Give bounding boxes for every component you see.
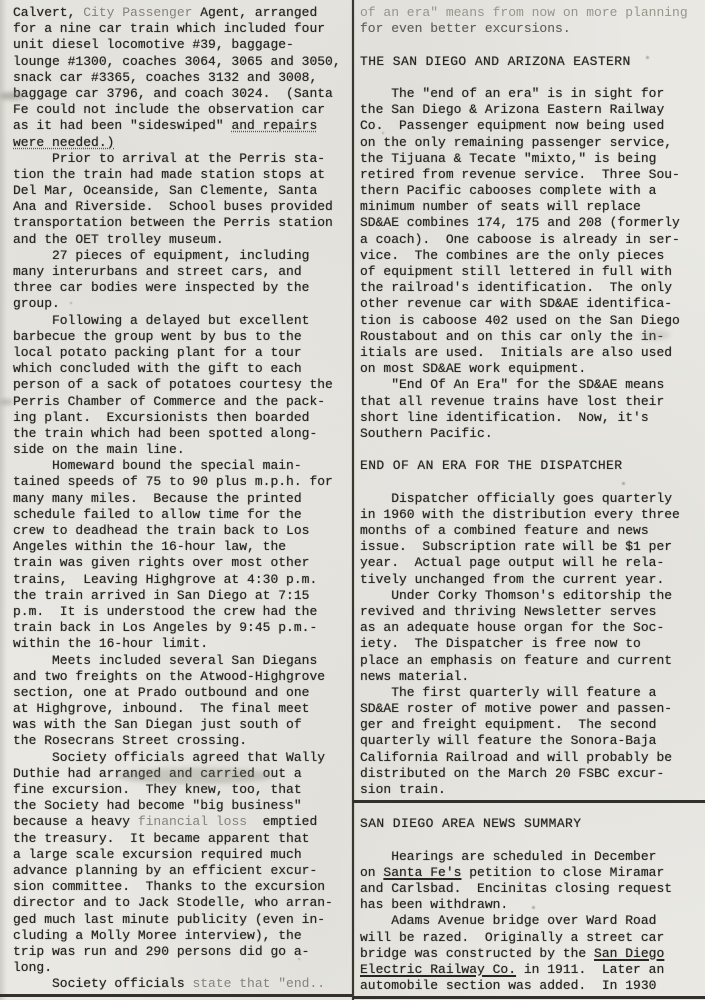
paragraph [360, 588, 705, 685]
text-line: unit diesel locomotive #39, baggage- [13, 37, 294, 53]
text-line: baggage car 3796, and coach 3024. (Santa [13, 85, 333, 101]
text-line: long. [13, 960, 53, 976]
text-line: sion committee. Thanks to the excursion [13, 879, 326, 895]
text-line: thern Pacific cabooses complete with a [360, 183, 657, 199]
text-line: short line identification. Now, it's [360, 409, 649, 425]
text-line: and Carlsbad. Encinitas closing request [360, 880, 673, 896]
text-line: for even better excursions. [360, 21, 571, 37]
text-line: other revenue car with SD&AE identifica- [360, 296, 673, 312]
text-line: in 1960 with the distribution every three [360, 506, 680, 522]
text-line: Under Corky Thomson's editorship the [360, 587, 673, 603]
section-heading: THE SAN DIEGO AND ARIZONA EASTERN [360, 53, 631, 69]
text-line: Calvert, City Passenger Agent, arranged [13, 5, 318, 20]
text-line: Dispatcher officially goes quarterly [360, 490, 673, 506]
text-line: California Railroad and will probably be [360, 749, 673, 765]
text-line: minimum number of seats will replace [360, 199, 641, 215]
text-line: Following a delayed but excellent [13, 312, 310, 328]
text-line: the railroad's identification. The only [360, 280, 673, 296]
text-line: crew to deadhead the train back to Los [13, 523, 310, 538]
paragraph [13, 248, 352, 313]
text-line: advance planning by an efficient excur- [13, 862, 318, 878]
text-line: were needed.) [13, 134, 115, 150]
text-line: schedule failed to allow time for the [13, 506, 302, 522]
text-line: which concluded with the gift to each [13, 361, 302, 377]
text-line: p.m. It is understood the crew had the [13, 603, 318, 619]
text-line: tively unchanged from the current year. [360, 571, 665, 587]
text-line: three car bodies were inspected by the [13, 280, 310, 296]
text-line: on the only remaining passenger service, [360, 134, 673, 150]
paragraph [13, 5, 352, 151]
text-line: Roustabout and on this car only the in- [360, 328, 665, 344]
text-line: Hearings are scheduled in December [360, 848, 657, 864]
text-line: the Society had become "big business" [13, 798, 302, 814]
text-line: train was given rights over most other [13, 555, 310, 571]
text-line: Duthie had arranged and carried out a [13, 765, 302, 781]
text-line: the train arrived in San Diego at 7:15 [13, 587, 310, 603]
text-line: iety. The Dispatcher is free now to [360, 636, 641, 652]
text-line: The "end of an era" is in sight for [360, 85, 665, 101]
text-line: Homeward bound the special main- [13, 458, 302, 474]
text-line: a coach). One caboose is already in ser- [360, 231, 680, 247]
text-line: cluding a Molly Moree interview), the [13, 927, 302, 943]
text-line: ger and freight equipment. The second [360, 717, 657, 733]
text-line: bridge was constructed by the San Diego [360, 945, 665, 961]
text-line: Meets included several San Diegans [13, 652, 318, 668]
text-line: for a nine car train which included four [13, 21, 326, 37]
text-line: issue. Subscription rate will be $1 per [360, 539, 673, 555]
text-line: Electric Railway Co. in 1911. Later an [360, 961, 665, 977]
text-line: Society officials agreed that Wally [13, 749, 326, 765]
text-line: because a heavy financial loss emptied [13, 814, 318, 830]
text-line: snack car #3365, coaches 3132 and 3008, [13, 69, 318, 85]
text-line: retired from revenue service. Three Sou- [360, 166, 680, 182]
text-line: group. [13, 296, 60, 312]
text-line: transportation between the Perris station [13, 215, 333, 231]
text-line: tion is caboose 402 used on the San Diego [360, 312, 680, 328]
column-divider [352, 0, 354, 1000]
text-line: Society officials state that "end.. [13, 976, 326, 992]
text-line: SD&AE roster of motive power and passen- [360, 701, 673, 717]
text-line: year. Actual page output will he rela- [360, 555, 665, 571]
paragraph [360, 86, 705, 377]
text-line: Co. Passenger equipment now being used [360, 118, 665, 134]
paragraph [360, 5, 705, 37]
text-line: Fe could not include the observation car [13, 102, 326, 118]
text-line: ged much last minute publicity (even in- [13, 911, 326, 927]
text-line: section, one at Prado outbound and one [13, 684, 310, 700]
paragraph [360, 849, 705, 914]
text-line: Prior to arrival at the Perris sta- [13, 150, 326, 166]
text-line: will be razed. Originally a street car [360, 929, 665, 945]
text-line: trains, Leaving Highgrove at 4:30 p.m. [13, 571, 318, 587]
paragraph [13, 151, 352, 248]
text-line: distributed on the March 20 FSBC excur- [360, 765, 665, 781]
text-line: on most SD&AE work equipment. [360, 361, 587, 377]
text-line: person of a sack of potatoes courtesy the [13, 377, 333, 393]
section-rule [353, 996, 705, 999]
paragraph [13, 653, 352, 750]
text-line: and two freights on the Atwood-Highgrove [13, 668, 326, 684]
text-line: of an era" means from now on more planning [360, 5, 688, 20]
text-line: many interurbans and street cars, and [13, 264, 302, 279]
text-line: barbecue the group went by bus to the [13, 328, 302, 344]
text-line: ing plant. Excursionists then boarded [13, 409, 310, 425]
text-line: the Tijuana & Tecate "mixto," is being [360, 150, 657, 166]
text-line: automobile section was added. In 1930 [360, 978, 657, 994]
section-rule [353, 800, 705, 803]
text-line: on Santa Fe's petition to close Miramar [360, 864, 665, 880]
line-gap [360, 442, 705, 458]
text-line: "End Of An Era" for the SD&AE means [360, 377, 665, 393]
text-line: director and to Jack Stodelle, who arran- [13, 895, 333, 911]
paragraph [360, 491, 705, 588]
text-line: itials are used. Initials are also used [360, 344, 673, 360]
text-line: a large scale excursion required much [13, 846, 302, 862]
text-line: as an adequate house organ for the Soc- [360, 620, 665, 636]
paragraph [13, 458, 352, 652]
text-line: Southern Pacific. [360, 425, 493, 441]
text-line: tained speeds of 75 to 90 plus m.p.h. for [13, 474, 333, 490]
paragraph [13, 976, 352, 992]
text-line: tion the train had made station stops at [13, 166, 326, 182]
text-line: as it had been "sideswiped" and repairs [13, 118, 318, 134]
section-heading: END OF AN ERA FOR THE DISPATCHER [360, 458, 623, 474]
text-line: within the 16-hour limit. [13, 636, 209, 652]
scan-edge-shade [0, 0, 7, 1000]
line-gap [360, 832, 705, 848]
text-line: Angeles within the 16-hour law, the [13, 539, 287, 555]
text-line: train back in Los Angeles by 9:45 p.m.- [13, 620, 318, 636]
text-line: revived and thriving Newsletter serves [360, 603, 657, 619]
line-gap [360, 474, 705, 490]
text-line: the Rosecrans Street crossing. [13, 733, 248, 749]
text-line: side on the main line. [13, 442, 185, 458]
text-line: of equipment still lettered in full with [360, 264, 673, 279]
text-line: was with the San Diegan just south of [13, 717, 302, 733]
text-line: 27 pieces of equipment, including [13, 247, 310, 263]
line-gap [360, 37, 705, 53]
text-line: has been withdrawn. [360, 897, 509, 913]
text-line: local potato packing plant for a tour [13, 344, 302, 360]
paragraph [360, 685, 705, 798]
text-line: Adams Avenue bridge over Ward Road [360, 913, 657, 929]
paragraph [13, 313, 352, 459]
paragraph [360, 377, 705, 442]
section-rule [0, 994, 353, 997]
text-line: Ana and Riverside. School buses provided [13, 199, 333, 215]
text-line: SD&AE combines 174, 175 and 208 (formerly [360, 215, 680, 231]
line-gap [360, 70, 705, 86]
text-line: fine excursion. They knew, too, that [13, 782, 302, 797]
text-line: place an emphasis on feature and current [360, 652, 673, 668]
paragraph [360, 913, 705, 994]
text-line: the train which had been spotted along- [13, 425, 318, 441]
text-line: trip was run and 290 persons did go a- [13, 943, 310, 959]
text-line: Perris Chamber of Commerce and the pack- [13, 393, 326, 409]
text-line: quarterly will feature the Sonora-Baja [360, 733, 657, 749]
left-column [13, 5, 352, 997]
text-line: that all revenue trains have lost their [360, 393, 665, 409]
text-line: the San Diego & Arizona Eastern Railway [360, 102, 665, 118]
text-line: The first quarterly will feature a [360, 684, 657, 700]
paragraph [13, 750, 352, 977]
text-line: at Highgrove, inbound. The final meet [13, 701, 310, 717]
text-line: months of a combined feature and news [360, 523, 649, 538]
text-line: news material. [360, 668, 470, 684]
text-line: Del Mar, Oceanside, San Clemente, Santa [13, 183, 318, 199]
text-line: many many miles. Because the printed [13, 490, 302, 506]
right-column [360, 5, 705, 999]
text-line: sion train. [360, 782, 446, 797]
text-line: and the OET trolley museum. [13, 231, 224, 247]
text-line: vice. The combines are the only pieces [360, 247, 665, 263]
section-heading: SAN DIEGO AREA NEWS SUMMARY [360, 816, 582, 832]
text-line: the treasury. It became apparent that [13, 830, 310, 846]
smudge [0, 399, 13, 405]
text-line: lounge #1300, coaches 3064, 3065 and 3050, [13, 53, 341, 69]
